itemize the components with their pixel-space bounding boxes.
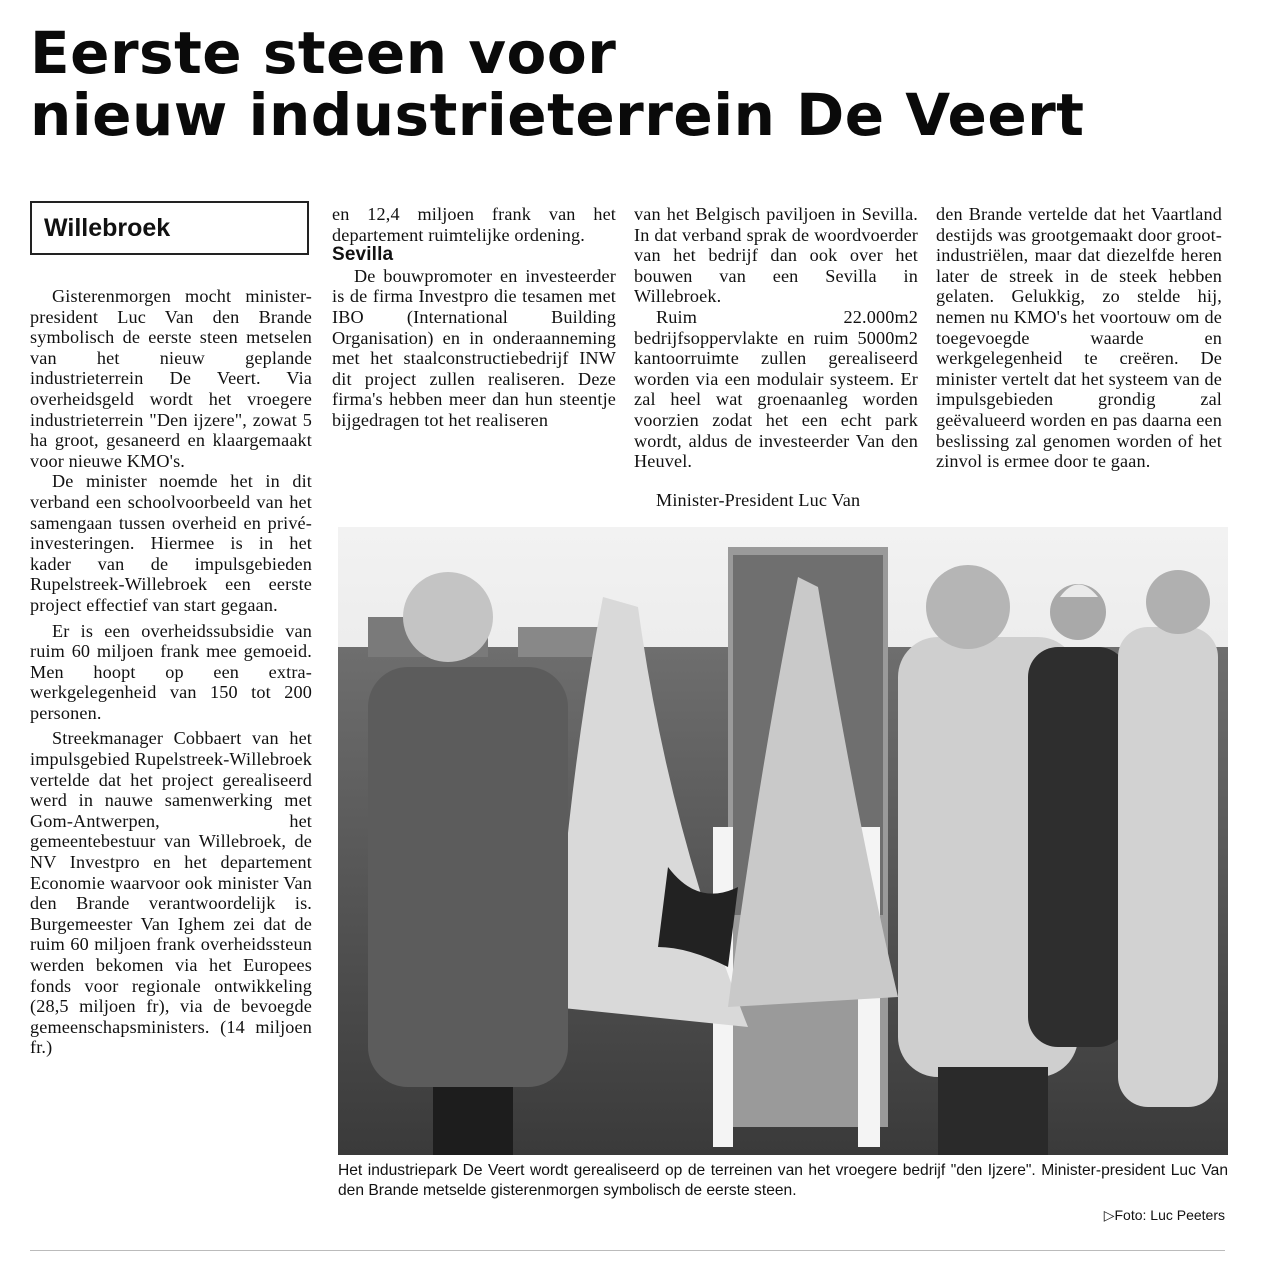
news-photo: [338, 527, 1228, 1155]
bottom-rule: [30, 1250, 1225, 1251]
subheading: Sevilla: [332, 244, 394, 266]
paragraph: Ruim 22.000m2 bedrijfsoppervlakte en ruim 5000m2 kantoorruimte zullen gerealiseerd worden via een modulair systeem. Er zal heel wat groenaanleg worden voorzien zodat het een echt park wordt, aldus de investeerder Van den Heuvel.: [634, 306, 918, 472]
paragraph: en 12,4 miljoen frank van het departement ruimtelijke ordening.: [332, 204, 616, 245]
dateline-box: Willebroek: [30, 201, 309, 255]
article-column-2: [332, 204, 616, 431]
paragraph: De bouwpromoter en investeerder is de firma Investpro die tesamen met IBO (International Building Organisation) en in onderaanneming met het staalconstructiebedrijf INW dit project zullen realiseren. Deze firma's hebben meer dan hun steentje bijgedragen tot het realiseren: [332, 265, 616, 430]
paragraph: Minister-President Luc Van: [656, 489, 861, 510]
paragraph: De minister noemde het in dit verband een schoolvoorbeeld van het samengaan tussen overheid en privé-investeringen. Hiermee is in het kader van de impulsgebieden Rupelstreek-Willebroek een eerste project effectief van start gegaan.: [30, 471, 312, 615]
paragraph: Er is een overheidssubsidie van ruim 60 miljoen frank mee gemoeid. Men hoopt op een extra-werkgelegenheid van 150 tot 200 personen.: [30, 620, 312, 723]
paragraph: Streekmanager Cobbaert van het impulsgebied Rupelstreek-Willebroek vertelde dat het project gerealiseerd werd in nauwe samenwerking met Gom-Antwerpen, het gemeentebestuur van Willebroek, de NV Investpro en het departement Economie waarvoor ook minister Van den Brande verantwoordelijk is. Burgemeester Van Ighem zei dat de ruim 60 miljoen frank overheidssteun werden bekomen via het Europees fonds voor regionale ontwikkeling (28,5 miljoen fr), via de bevoegde gemeenschapsministers. (14 miljoen fr.): [30, 728, 312, 1058]
headline-line-1: Eerste steen voor: [30, 19, 617, 87]
photo-illustration: [338, 527, 1228, 1155]
photo-caption: Het industriepark De Veert wordt gerealiseerd op de terreinen van het vroegere bedrijf "den Ijzere". Minister-president Luc Van den Brande metselde gisterenmorgen symbolisch de eerste steen.: [338, 1162, 1228, 1199]
article-column-4: [936, 204, 1222, 472]
paragraph: van het Belgisch paviljoen in Sevilla. In dat verband sprak de woordvoerder van het bedrijf dan ook over het bouwen van een Sevilla in Willebroek.: [634, 204, 918, 307]
headline: [30, 19, 1230, 149]
paragraph: den Brande vertelde dat het Vaartland destijds was grootgemaakt door groot-industriëlen, maar dat diezelfde heren later de streek in de steek hebben gelaten. Gelukkig, zo stelde hij, nemen nu KMO's het voortouw om de toegevoegde waarde en werkgelegenheid te creëren. De minister vertelt dat het systeem van de impulsgebieden grondig zal geëvalueerd worden en pas daarna een beslissing zal genomen worden of het zinvol is ermee door te gaan.: [936, 204, 1222, 472]
headline-line-2: nieuw industrieterrein De Veert: [30, 81, 1085, 149]
paragraph: Gisterenmorgen mocht minister-president Luc Van den Brande symbolisch de eerste steen metselen van het nieuw geplande industrieterrein De Veert. Via overheidsgeld wordt het vroegere industrieterrein "Den ijzere", zowat 5 ha groot, gesaneerd en klaargemaakt voor nieuwe KMO's.: [30, 286, 312, 471]
article-column-3: [634, 204, 918, 510]
photo-credit: ▷Foto: Luc Peeters: [1103, 1207, 1225, 1223]
article-column-1: [30, 286, 312, 1058]
